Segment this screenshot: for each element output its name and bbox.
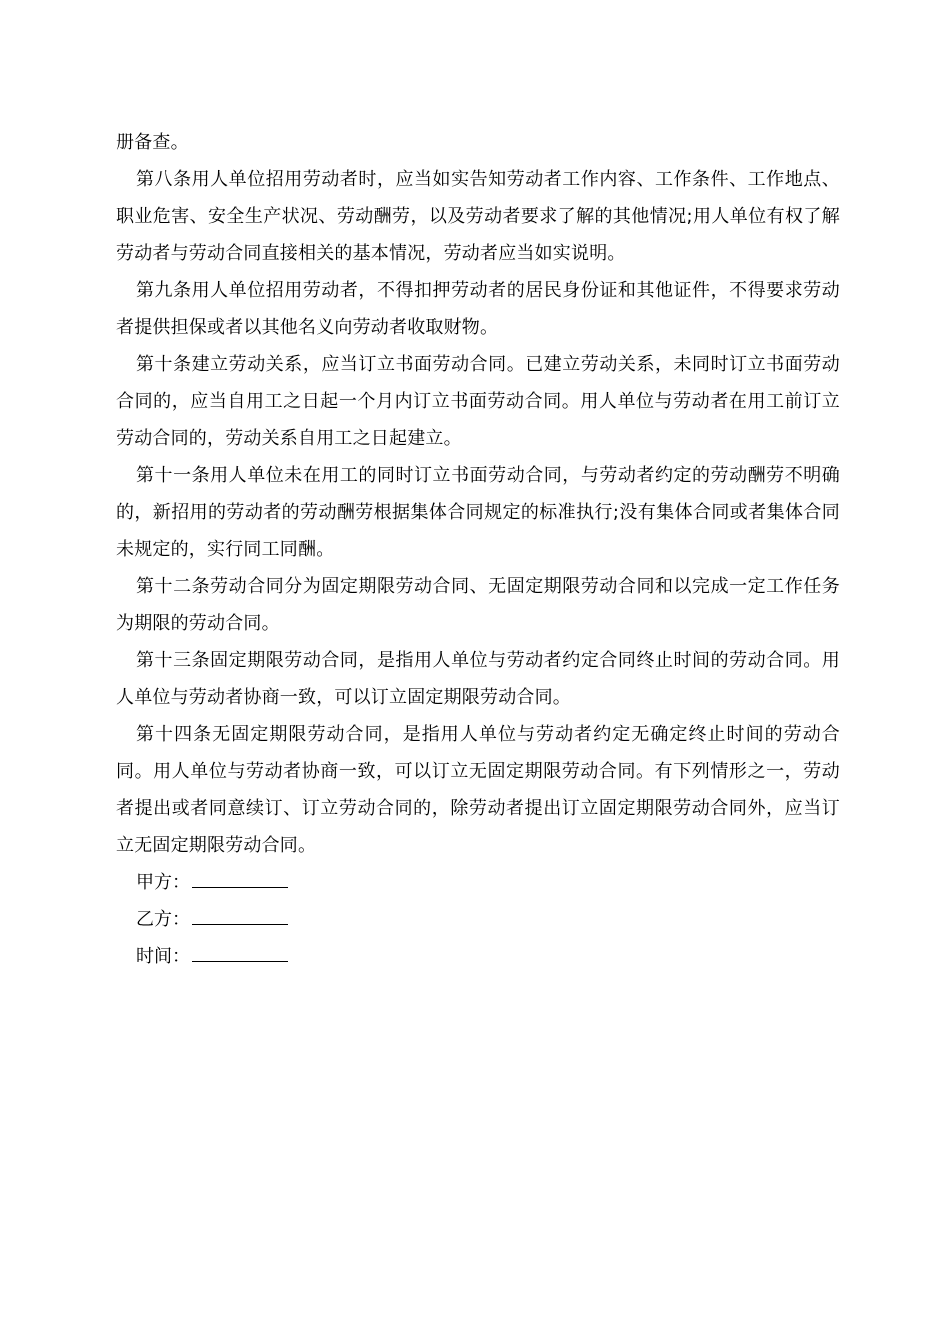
signature-party-b-blank[interactable] [192, 904, 288, 925]
signature-time-blank[interactable] [192, 941, 288, 962]
document-page [116, 124, 840, 975]
signature-party-a [116, 864, 840, 901]
signature-party-a-blank[interactable] [192, 867, 288, 888]
paragraph-article-13: 第十三条固定期限劳动合同，是指用人单位与劳动者约定合同终止时间的劳动合同。用人单位与劳动者协商一致，可以订立固定期限劳动合同。 [116, 650, 840, 708]
paragraph-article-14: 第十四条无固定期限劳动合同，是指用人单位与劳动者约定无确定终止时间的劳动合同。用人单位与劳动者协商一致，可以订立无固定期限劳动合同。有下列情形之一，劳动者提出或者同意续订、订立劳动合同的，除劳动者提出订立固定期限劳动合同外，应当订立无固定期限劳动合同。 [116, 724, 840, 856]
paragraph-article-8: 第八条用人单位招用劳动者时，应当如实告知劳动者工作内容、工作条件、工作地点、职业危害、安全生产状况、劳动酬劳，以及劳动者要求了解的其他情况;用人单位有权了解劳动者与劳动合同直接相关的基本情况，劳动者应当如实说明。 [116, 169, 840, 264]
signature-party-b [116, 901, 840, 938]
paragraph-0: 册备查。 [116, 132, 189, 153]
paragraph-article-12: 第十二条劳动合同分为固定期限劳动合同、无固定期限劳动合同和以完成一定工作任务为期限的劳动合同。 [116, 576, 840, 634]
paragraph-article-11: 第十一条用人单位未在用工的同时订立书面劳动合同，与劳动者约定的劳动酬劳不明确的，新招用的劳动者的劳动酬劳根据集体合同规定的标准执行;没有集体合同或者集体合同未规定的，实行同工同酬。 [116, 465, 840, 560]
signature-party-b-label: 乙方： [136, 909, 190, 930]
signature-time-label: 时间： [136, 946, 190, 967]
paragraph-article-9: 第九条用人单位招用劳动者，不得扣押劳动者的居民身份证和其他证件，不得要求劳动者提供担保或者以其他名义向劳动者收取财物。 [116, 280, 840, 338]
signature-party-a-label: 甲方： [136, 872, 190, 893]
paragraph-article-10: 第十条建立劳动关系，应当订立书面劳动合同。已建立劳动关系，未同时订立书面劳动合同的，应当自用工之日起一个月内订立书面劳动合同。用人单位与劳动者在用工前订立劳动合同的，劳动关系自用工之日起建立。 [116, 354, 840, 449]
signature-time [116, 938, 840, 975]
